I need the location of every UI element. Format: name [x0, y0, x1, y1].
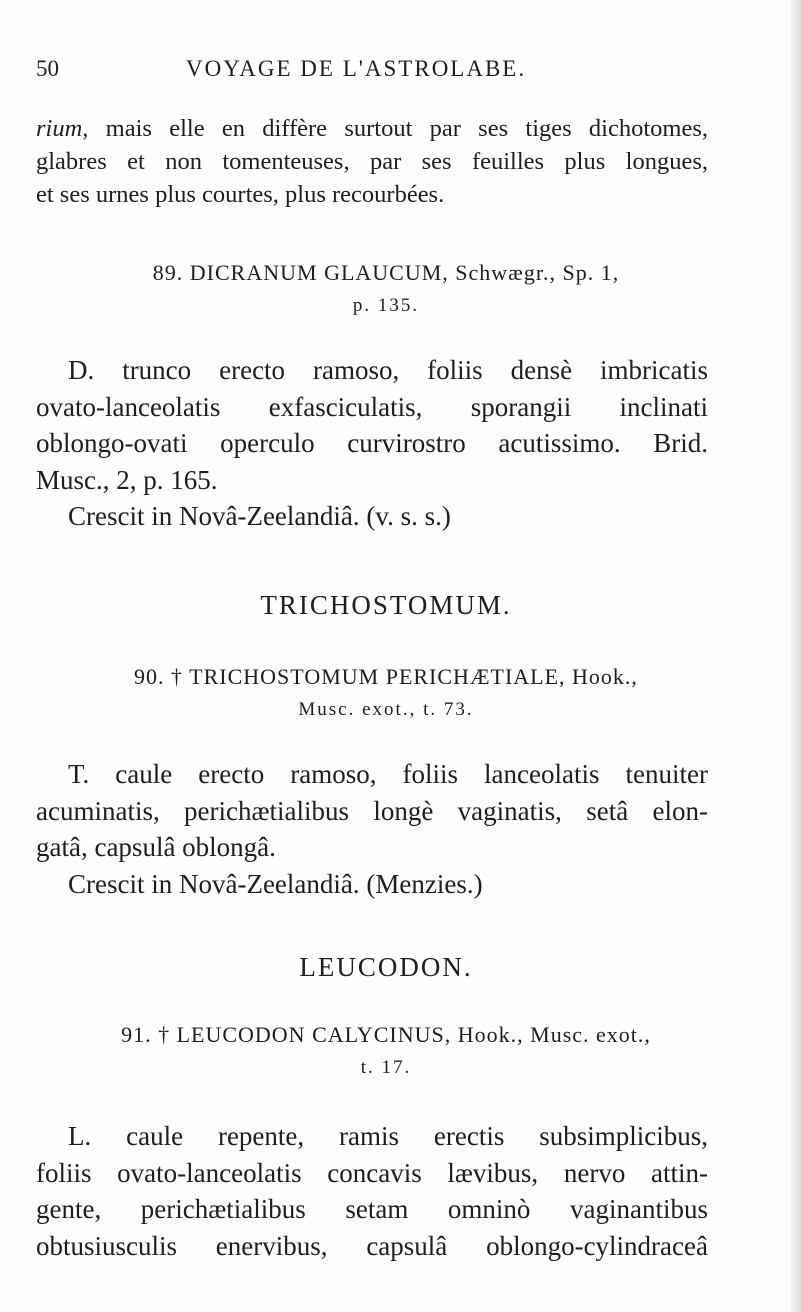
- intro-line: glabres et non tomenteuses, par ses feuilles plus longues,: [36, 148, 708, 175]
- species-heading-reference: t. 17.: [360, 1057, 412, 1078]
- description-line: gente, perichætialibus setam omninò vaginantibus: [36, 1194, 708, 1224]
- description-line: Musc., 2, p. 165.: [36, 464, 218, 495]
- intro-line: rium, mais elle en diffère surtout par ses tiges dichotomes,: [36, 115, 708, 142]
- species-heading-89: [36, 256, 736, 322]
- intro-line: et ses urnes plus courtes, plus recourbées.: [36, 181, 445, 208]
- description-line: D. trunco erecto ramoso, foliis densè imbricatis: [68, 355, 708, 385]
- page-number: 50: [36, 56, 59, 81]
- genus-heading-trichostomum: TRICHOSTOMUM.: [260, 590, 512, 620]
- species-description-90: [36, 756, 708, 902]
- species-heading-91: [36, 1018, 736, 1084]
- locality-line: Crescit in Novâ-Zeelandiâ. (Menzies.): [68, 868, 483, 899]
- species-heading-line: 89. DICRANUM GLAUCUM, Schwægr., Sp. 1,: [152, 260, 620, 285]
- species-heading-90: [36, 660, 736, 726]
- species-description-89: [36, 352, 708, 535]
- description-line: T. caule erecto ramoso, foliis lanceolatis tenuiter: [68, 759, 708, 789]
- description-line: L. caule repente, ramis erectis subsimplicibus,: [68, 1121, 708, 1151]
- running-head: [36, 56, 716, 90]
- species-heading-reference: Musc. exot., t. 73.: [298, 699, 474, 720]
- species-heading-line: 91. † LEUCODON CALYCINUS, Hook., Musc. exot.,: [121, 1022, 651, 1047]
- description-line: gatâ, capsulâ oblongâ.: [36, 832, 276, 862]
- species-heading-line: 90. † TRICHOSTOMUM PERICHÆTIALE, Hook.,: [134, 664, 638, 689]
- description-line: foliis ovato-lanceolatis concavis lævibus, nervo attin-: [36, 1157, 708, 1188]
- description-line: obtusiusculis enervibus, capsulâ oblongo-cylindraceâ: [36, 1230, 708, 1261]
- species-heading-reference: p. 135.: [352, 295, 420, 316]
- description-line: oblongo-ovati operculo curvirostro acutissimo. Brid.: [36, 428, 708, 458]
- description-line: ovato-lanceolatis exfasciculatis, sporangii inclinati: [36, 391, 708, 422]
- description-line: acuminatis, perichætialibus longè vaginatis, setâ elon-: [36, 795, 708, 826]
- intro-paragraph: [36, 112, 708, 211]
- species-description-91: [36, 1118, 708, 1264]
- locality-line: Crescit in Novâ-Zeelandiâ. (v. s. s.): [68, 501, 451, 531]
- running-title: VOYAGE DE L'ASTROLABE.: [186, 56, 527, 81]
- genus-heading-leucodon: LEUCODON.: [299, 952, 473, 982]
